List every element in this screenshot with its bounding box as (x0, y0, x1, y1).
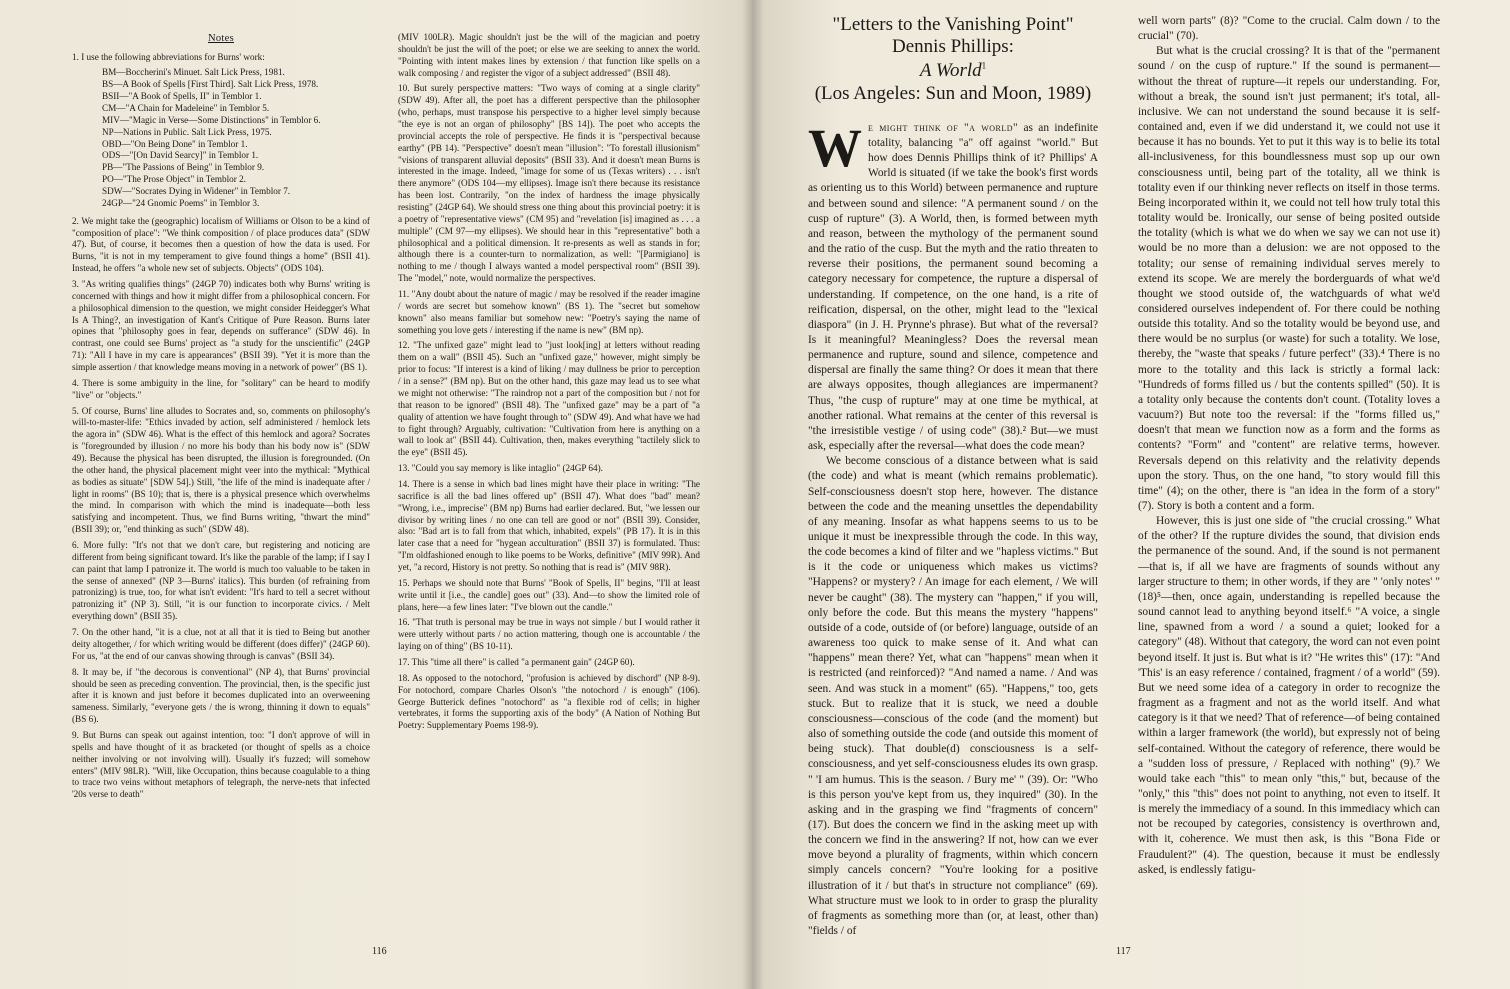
note-3: 3. "As writing qualifies things" (24GP 70) indicates both why Burns' writing is concerned with things and how it might differ from a philosophical concern. For a philosophical dimension to the question, we might consider Heidegger's What Is A Thing?, an investigation of Kant's Critique of Pure Reason. Burns later opines that "philosophy goes in fear, depends on sufferance" (SDW 46). In contrast, one could see Burns' project as "a study for the unscientific" (24GP 71): "All I have in my care is appearances" (BSII 39). "Yet it is more than the simple assertion / that knowledge means moving in a network of power" (BS 1). (72, 279, 370, 373)
essay-title-block (808, 14, 1098, 105)
drop-cap: W (808, 117, 862, 178)
note-6: 6. More fully: "It's not that we don't care, but registering and noticing are different from being significant toward. It's like the parable of the lamp; if I say I can paint that lamp I patronize it. The world is much too valuable to be taken in the sense of annexed" (NP 3—Burns' italics). This burden (of refraining from patronizing) is true, too, for what isn't evident: "It's hard to tell a secret without patronizing it" (NP 3). Still, "it is our function to incorporate civics. / Melt everything down" (BSII 35). (72, 540, 370, 622)
note-17: 17. This "time all there" is called "a permanent gain" (24GP 60). (398, 656, 635, 667)
abbreviation-item: BM—Boccherini's Minuet. Salt Lick Press, 1981. (102, 67, 285, 78)
note-18: 18. As opposed to the notochord, "profusion is achieved by dischord" (NP 8-9). For notochord, compare Charles Olson's "the notochord / is enough" (106). George Butterick defines "notochord" as "a flexible rod of cells; in higher vertebrates, it forms the supporting axis of the body" (A Nation of Nothing But Poetry: Supplementary Poems 198-9). (398, 672, 700, 731)
opening-smallcaps: e might think of "a world" (868, 121, 1019, 134)
abbreviation-item: BS—A Book of Spells [First Third]. Salt Lick Press, 1978. (102, 79, 319, 90)
title-footnote-mark: 1 (981, 60, 987, 71)
left-page (0, 0, 752, 989)
abbreviation-item: SDW—"Socrates Dying in Widener" in Temblor 7. (102, 185, 291, 196)
essay-opening-paragraph (808, 117, 1098, 454)
essay-author: Dennis Phillips: (892, 35, 1014, 57)
page-number-left: 116 (372, 946, 387, 957)
abbreviation-item: ODS—"[On David Searcy]" in Temblor 1. (102, 150, 259, 161)
abbreviation-item: PB—"The Passions of Being" in Temblor 9. (102, 162, 265, 173)
abbreviation-item: MIV—"Magic in Verse—Some Distinctions" in Temblor 6. (102, 114, 321, 125)
notes-column-1 (72, 32, 370, 944)
note-15: 15. Perhaps we should note that Burns' "Book of Spells, II" begins, "I'll at least write until it [i.e., the candle] goes out" (33). And—to show the limited role of plans, here—a few lines later: "I've blown out the candle." (398, 577, 700, 612)
abbreviation-item: NP—Nations in Public. Salt Lick Press, 1975. (102, 126, 272, 137)
abbreviation-item: OBD—"On Being Done" in Temblor 1. (102, 138, 248, 149)
abbreviation-item: CM—"A Chain for Madeleine" in Temblor 5. (102, 102, 270, 113)
publication-info: (Los Angeles: Sun and Moon, 1989) (814, 82, 1092, 104)
note-14: 14. There is a sense in which bad lines might have their place in writing: "The sacrifice is all the bad lines offered up" (BSII 47). What does "bad" mean? "Wrong, i.e., imprecise" (BM np) Burns had earlier declared. But, "we lessen our divisor by writing lines / no one can tell are good or not" (BSII 39). Consider, also: "Bad art is to fall from that which, inhabited, expels" (PB 17). It is in this later case that a need for "hygean acculturation" (BSII 37) is formulated. Thus: "I'm oldfashioned enough to like poems to be Works, definitive" (MIV 99R). And yet, "a record, History is not pretty. So nothing that is read is" (MIV 98R). (398, 478, 700, 572)
note-9: 9. But Burns can speak out against intention, too: "I don't approve of will in spells and have thought of it as bracketed (or thought of spells as a choice neither involving or not involving will). Usually it's fuzzed; will somehow enters" (MIV 98LR). "Will, like Occupation, thins because coagulable to a thing to trace two veins without metaphors of telegraph, the nerve-nets that infected '20s verse to death" (72, 729, 370, 800)
essay-paragraph: However, this is just one side of "the crucial crossing." What of the other? If the rupture divides the sound, that division ends the permanence of the sound. And, if the sound is not permanent—that is, if all we have are fragments of sounds without any larger structure to them; in other words, if they are " 'only notes' " (18)⁵—then, once again, understanding is repelled because the sound cannot lead to anything beyond itself.⁶ "A voice, a single line, spawned from a word / a sound a quiet; looked for a category" (48). Without that category, the word can not even point beyond itself. It just is. But what is it? "He writes this" (17): "And 'This' is an easy reference / contained, fragment / of a world" (59). But we need some idea of a category in order to recognize the fragment as a fragment and not as the world itself. And what category is it that we need? That of reference—of being contained within a larger framework (the world), but expressly not of being self-contained. Without the category of reference, there would be a "sudden loss of pressure, / Replaced with nothing" (9).⁷ We would take each "this" to mean only "this," but, because of the "only," this "this" does not point to anything, not even to itself. It is merely the immediacy of a sound. In this immediacy which can not be recouped by categories, consistency is overthrown and, with it, coherence. We must then ask, is this "Bona Fide or Fraudulent?" (4). The question, because it must be endlessly asked, is endlessly fatigu- (1138, 515, 1440, 876)
note-12: 12. "The unfixed gaze" might lead to "just look[ing] at letters without reading them on a wall" (BSII 45). Such an "unfixed gaze," however, might simply be prior to focus: "If interest is a kind of liking / may dullness be prior to perception / in a sense?" (BM np). But on the other hand, this gaze may lead us to see what we might not otherwise: "The raindrop not a part of the composition but / not for that reason to be ignored" (BSII 48). The "unfixed gaze" may be a part of "a quality of attention we have fought through to" (SDW 49). And what have we had to fight through? Arguably, cultivation: "Cultivation from here is anything on a wall to look at" (BSII 44). Cultivation, then, makes everything "tactilely slick to the eye" (BSII 45). (398, 340, 700, 458)
essay-paragraph-continued: well worn parts" (8)? "Come to the crucial. Calm down / to the crucial" (70). (1138, 15, 1440, 43)
notes-column-2 (398, 32, 700, 944)
paragraph-text: as an indefinite totality, balancing "a" off against "world." But how does Dennis Phillips think of it? Phillips' A World is situated (if we take the book's first words as orienting us to this World) between permanence and rupture and between sound and silence: "A permanent sound / on the cusp of rupture" (3). A World, then, is formed between myth and reason, between the mythology of the permanent sound and the ratio of the cusp. But the myth and the ratio threaten to reverse their positions, the permanent sound becoming a category necessary for competence, the rupture a dispersal of understanding. If competence, on the one hand, is a rite of reification, dispersal, on the other, might lead to the "lexical diaspora" (in J. H. Prynne's phrase). But what of the reversal? Is it meaningful? Meaningless? Does the reversal mean permanence and rupture, sound and silence, competence and dispersal are finally the same thing? Or does it mean that there are always opposites, though allegiances are impermanent? Thus, "the cusp of rupture" may at one time be mythical, at another rational. What remains at the center of this reversal is "the irresistible vestige / of using code" (38).² But—we must ask, especially after the reversal—what does the code mean? (808, 121, 1098, 453)
abbreviation-list (102, 67, 370, 209)
book-title (808, 58, 1098, 83)
right-page (752, 0, 1510, 989)
note-2: 2. We might take the (geographic) localism of Williams or Olson to be a kind of "composition of place": "We think composition / of place produces data" (SDW 47). But, of course, it becomes then a question of how the data is used. For Burns, "it is not in my temperament to give found things a home" (BSII 41). Instead, he offers "a whole new set of subjects. Objects" (ODS 104). (72, 215, 370, 274)
note-8: 8. It may be, if "the decorous is conventional" (NP 4), that Burns' provincial should be seen as preceding convention. The provincial, then, is the specific just after it is known and just before it becomes duplicated into an overweening sameness. Similarly, "everyone gets / the is wrong, thinning it down to equals" (BS 6). (72, 666, 370, 725)
note-1-intro: 1. I use the following abbreviations for Burns' work: (72, 51, 265, 62)
note-13: 13. "Could you say memory is like intaglio" (24GP 64). (398, 463, 603, 474)
abbreviation-item: 24GP—"24 Gnomic Poems" in Temblor 3. (102, 197, 260, 208)
note-11: 11. "Any doubt about the nature of magic / may be resolved if the reader imagine / words are secret but somehow known" (BS 1). The "secret but somehow known" also means familiar but somehow new: "Poetry's saying the name of something you love gets / interesting if the name is new" (BM np). (398, 289, 700, 335)
abbreviation-item: BSII—"A Book of Spells, II" in Temblor 1. (102, 91, 262, 102)
book-title-text: A World (919, 59, 982, 81)
essay-title: "Letters to the Vanishing Point" (832, 14, 1074, 35)
note-9-continued: (MIV 100LR). Magic shouldn't just be the will of the magician and poetry shouldn't be just the will of the poet; or else we are seeking to annex the world. "Pointing with intent makes lines by extension / that function like spells on a walk composing / and register the vigor of a subject addressed" (BSII 48). (398, 32, 700, 78)
note-10: 10. But surely perspective matters: "Two ways of coming at a single clarity" (SDW 49). After all, the poet has a different perspective than the philosopher (who, perhaps, must transpose his perspective to a higher level simply because "the eye is not an organ of philosophy" [BS 14]). The poet who accepts the provincial accepts the role of perspective. He finds it is "perspectival because earthy" (PB 14). "Perspective" doesn't mean "illusion": "To forestall illusionism" "visions of transparent alluvial deposits" (BSII 33). And it doesn't mean Burns is interested in the image. Indeed, "image for some of us (Texas writers) . . . isn't there anymore" (ODS 104—my ellipses). Image isn't there because its resistance has been lost. Contrarily, "on the index of hardness the image physically resisting" (24GP 64). We should stress one thing about this provincial poetry: it is a poetry of "representative views" (CM 95) and "revelation [is] imagined as . . . a multiple" (CM 97—my ellipses). We should hear in this "representative" both a philosophical and a political dimension. It re-presents as well as stands in for; although there is a counter-turn to normalization, as well: "[Parmigiano] is nothing to me / though I always wanted a model perspectival room" (BSII 39). The "model," note, would normalize the perspectives. (398, 83, 700, 284)
page-number-right: 117 (1116, 946, 1131, 957)
note-4: 4. There is some ambiguity in the line, for "solitary" can be heard to modify "live" or "objects." (72, 377, 370, 400)
essay-paragraph: We become conscious of a distance between what is said (the code) and what is meant (which remains problematic). Self-consciousness doesn't stop here, however. The distance between the code and the meaning unsettles the dependability of any meaning. Insofar as what happens seems to us to be unique it must be inexpressible through the code. In this way, the code becomes a kind of filter and we "hapless victims." But is it the code or uniqueness which makes us victims? "Happens? or mystery? / An image for each element, / We will never be caught" (38). The mystery can "happen," if you will, only before the code. But this means the mystery "happens" outside of a code, outside of (or before) language, outside of an awareness too quick to make sense of it. And what can "happens" mean there? Yet, what can "happens" mean when it is restricted (and reinforced)? "And named a name. / And was seen. And was stuck in a moment" (65). "Happens," too, gets stuck. But to realize that it is stuck, we need a double consciousness—conscious of the code (and the moment) but also of something outside the code (and outside this moment of being stuck). That double(d) consciousness is a self-consciousness, and yet self-consciousness eludes its own grasp. " 'I am humus. This is the season. / Bury me' " (39). Or: "Who is this person you've kept from us, they inquired" (30). In the asking and in the grasping we find "fragments of concern" (17). But does the concern we find in the asking meet up with the concern we find in the answering? If not, how can we ever move beyond a plurality of fragments, within which concern simply cancels concern? "You're looking for a positive illustration of it / but that's in structure not compliance" (69). What structure must we look to in order to grasp the plurality of fragments as something more than (or, at least, other than) "fields / of (808, 455, 1098, 938)
essay-paragraph: But what is the crucial crossing? It is that of the "permanent sound / on the cusp of rupture." If the sound is permanent—without the threat of rupture—it repels our understanding. For, without a break, the sound isn't just permanent; it's total, all-inclusive. We can not understand the sound because it is self-contained and, even if we did understand it, we could not use it because it has no bounds. Yet to put it this way is to belie its total all-inclusiveness, for this boundlessness must sop up our own consciousness until, being part of the totality, all we think is totality even if our thinking never reflects on itself in those terms. Being incorporated within it, we could not tell how truly total this totality would be. Ironically, our sense of being posited outside the totality (which is what we do when we say we can not use it) would be no more than a delusion: we are not opposed to the totality; our sense of remaining individual serves merely to extend its scope. We are merely the borderguards of what we'd thought we stood outside of, the watchguards of what we'd considered ourselves independent of. For there could be nothing outside this totality. And so the totality would be beyond use, and there would be no surplus (or waste) for such a totality. We lose, thereby, the "waste that speaks / future perfect" (33).⁴ There is no more to the totality and this lack is strictly a formal lack: "Hundreds of forms filled us / but the contents spilled" (50). It is a totality only because the contents don't count. (Totality loves a vacuum?) But note too the reversal: if the "forms filled us," doesn't that mean we function now as a form and the forms as contents? "Form" and "content" are relative terms, however. Reversals depend on this relativity and the relativity depends upon the story. Thus, on the one hand, "to story would fill this time" (4); on the other, there is "an idea in the form of a story" (7). Story is both a content and a form. (1138, 45, 1440, 512)
note-5: 5. Of course, Burns' line alludes to Socrates and, so, comments on philosophy's will-to-master-life: "Ethics invaded by action, self administered / hemlock lets the agora in" (SDW 46). What is the effect of this hemlock and agora? Socrates is "foregrounded by illusion / no more his body than his body now is" (SDW 49). Because the physical has been disrupted, the illusion is foregrounded. (On the other hand, the physical placement might veer into the mythical: "Mythical as bodies as situate" [SDW 54].) Still, "the life of the mind is inadequate after / light in rooms" (BS 10); that is, there is a physical presence which overwhelms the mind. In comparison with which the mind is inadequate—both less satisfying and incompetent. Thus, we find Burns writing, "thwart the mind" (BSII 39); or, "end thinking as such" (SDW 48). (72, 405, 370, 535)
essay-column-1 (808, 14, 1098, 954)
book-gutter (742, 0, 764, 989)
essay-column-2 (1138, 14, 1440, 954)
note-7: 7. On the other hand, "it is a clue, not at all that it is tied to Being but another deity altogether, / for which writing would be different (does differ)" (24GP 60). For us, "at the end of our canvas showing through is canvas" (BSII 34). (72, 627, 370, 661)
note-16: 16. "That truth is personal may be true in ways not simple / but I would rather it were utterly without parts / no action mattering, though one is accountable / the laying on of thing" (BS 10-11). (398, 617, 700, 652)
abbreviation-item: PO—"The Prose Object" in Temblor 2. (102, 174, 246, 185)
notes-heading: Notes (208, 33, 234, 44)
